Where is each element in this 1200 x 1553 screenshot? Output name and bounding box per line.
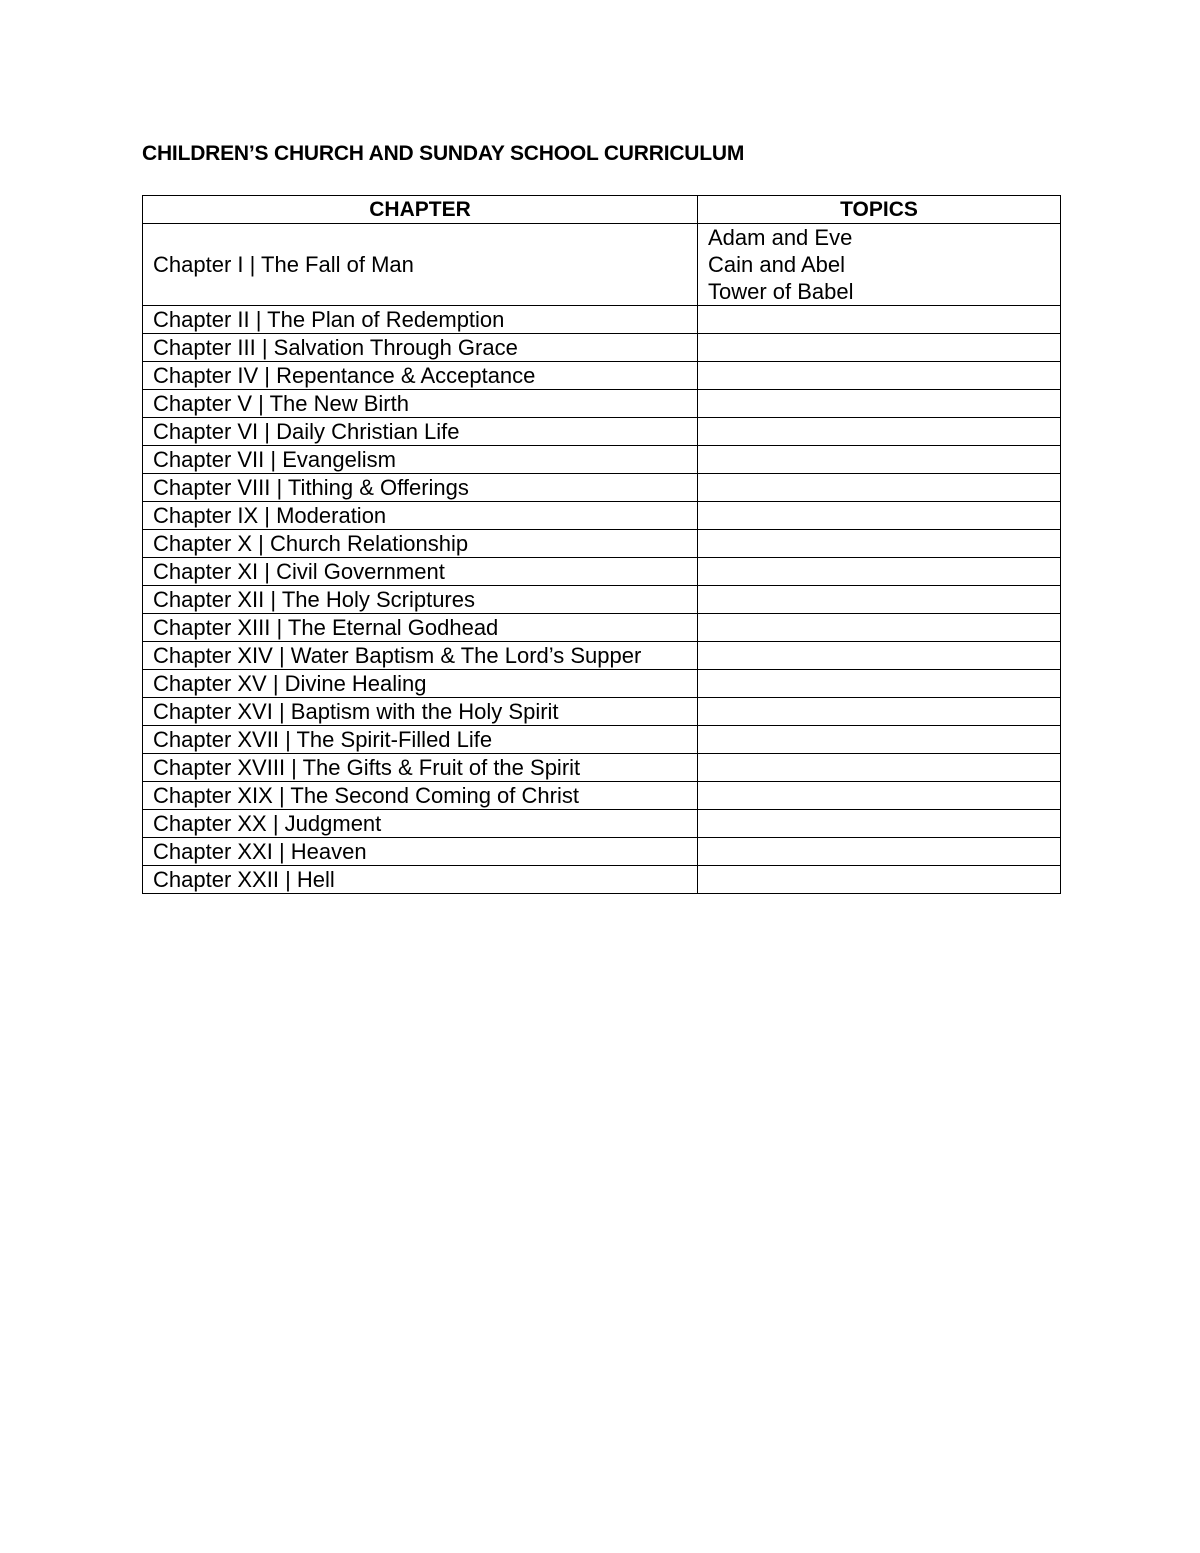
table-row bbox=[143, 474, 1061, 502]
chapter-cell: Chapter XI | Civil Government bbox=[143, 558, 698, 586]
topic-item: Cain and Abel bbox=[708, 252, 845, 277]
table-row bbox=[143, 224, 1061, 306]
topics-cell bbox=[698, 224, 1061, 306]
chapter-column-header: CHAPTER bbox=[143, 196, 698, 224]
table-row bbox=[143, 726, 1061, 754]
table-row bbox=[143, 586, 1061, 614]
chapter-cell: Chapter XIII | The Eternal Godhead bbox=[143, 614, 698, 642]
topics-cell bbox=[698, 390, 1061, 418]
topics-cell bbox=[698, 838, 1061, 866]
topics-cell bbox=[698, 866, 1061, 894]
topics-cell bbox=[698, 698, 1061, 726]
topics-cell bbox=[698, 726, 1061, 754]
chapter-cell: Chapter VII | Evangelism bbox=[143, 446, 698, 474]
topics-cell bbox=[698, 502, 1061, 530]
table-row bbox=[143, 390, 1061, 418]
table-header-row bbox=[143, 196, 1061, 224]
chapter-cell: Chapter XVII | The Spirit-Filled Life bbox=[143, 726, 698, 754]
page-title: CHILDREN’S CHURCH AND SUNDAY SCHOOL CURRICULUM bbox=[142, 142, 745, 165]
table-row bbox=[143, 866, 1061, 894]
topics-cell bbox=[698, 586, 1061, 614]
chapter-cell: Chapter IV | Repentance & Acceptance bbox=[143, 362, 698, 390]
topics-cell bbox=[698, 810, 1061, 838]
topics-cell bbox=[698, 306, 1061, 334]
chapter-cell: Chapter XVI | Baptism with the Holy Spirit bbox=[143, 698, 698, 726]
topics-cell bbox=[698, 418, 1061, 446]
topics-cell bbox=[698, 782, 1061, 810]
topics-cell bbox=[698, 334, 1061, 362]
topics-cell bbox=[698, 642, 1061, 670]
topics-cell bbox=[698, 474, 1061, 502]
topics-column-header: TOPICS bbox=[698, 196, 1061, 224]
topics-cell bbox=[698, 754, 1061, 782]
chapter-cell: Chapter III | Salvation Through Grace bbox=[143, 334, 698, 362]
table-row bbox=[143, 306, 1061, 334]
chapter-cell: Chapter I | The Fall of Man bbox=[143, 224, 698, 306]
table-row bbox=[143, 530, 1061, 558]
table-row bbox=[143, 334, 1061, 362]
topics-cell bbox=[698, 558, 1061, 586]
chapter-cell: Chapter XXII | Hell bbox=[143, 866, 698, 894]
table-row bbox=[143, 698, 1061, 726]
topics-cell bbox=[698, 530, 1061, 558]
table-row bbox=[143, 782, 1061, 810]
curriculum-table bbox=[142, 195, 1061, 894]
topics-cell bbox=[698, 670, 1061, 698]
chapter-cell: Chapter IX | Moderation bbox=[143, 502, 698, 530]
chapter-cell: Chapter XV | Divine Healing bbox=[143, 670, 698, 698]
chapter-cell: Chapter XII | The Holy Scriptures bbox=[143, 586, 698, 614]
chapter-cell: Chapter XIX | The Second Coming of Christ bbox=[143, 782, 698, 810]
chapter-cell: Chapter VIII | Tithing & Offerings bbox=[143, 474, 698, 502]
table-row bbox=[143, 558, 1061, 586]
table-row bbox=[143, 754, 1061, 782]
table-row bbox=[143, 502, 1061, 530]
chapter-cell: Chapter XIV | Water Baptism & The Lord’s Supper bbox=[143, 642, 698, 670]
chapter-cell: Chapter X | Church Relationship bbox=[143, 530, 698, 558]
table-row bbox=[143, 810, 1061, 838]
chapter-cell: Chapter VI | Daily Christian Life bbox=[143, 418, 698, 446]
table-row bbox=[143, 418, 1061, 446]
topic-item: Adam and Eve bbox=[708, 225, 853, 250]
chapter-cell: Chapter XXI | Heaven bbox=[143, 838, 698, 866]
chapter-cell: Chapter XVIII | The Gifts & Fruit of the Spirit bbox=[143, 754, 698, 782]
table-row bbox=[143, 642, 1061, 670]
topics-cell bbox=[698, 362, 1061, 390]
topic-item: Tower of Babel bbox=[708, 279, 854, 304]
table-row bbox=[143, 838, 1061, 866]
table-row bbox=[143, 446, 1061, 474]
chapter-cell: Chapter V | The New Birth bbox=[143, 390, 698, 418]
table-row bbox=[143, 670, 1061, 698]
topics-cell bbox=[698, 614, 1061, 642]
topics-cell bbox=[698, 446, 1061, 474]
table-row bbox=[143, 362, 1061, 390]
table-body bbox=[143, 224, 1061, 894]
chapter-cell: Chapter XX | Judgment bbox=[143, 810, 698, 838]
chapter-cell: Chapter II | The Plan of Redemption bbox=[143, 306, 698, 334]
table-row bbox=[143, 614, 1061, 642]
